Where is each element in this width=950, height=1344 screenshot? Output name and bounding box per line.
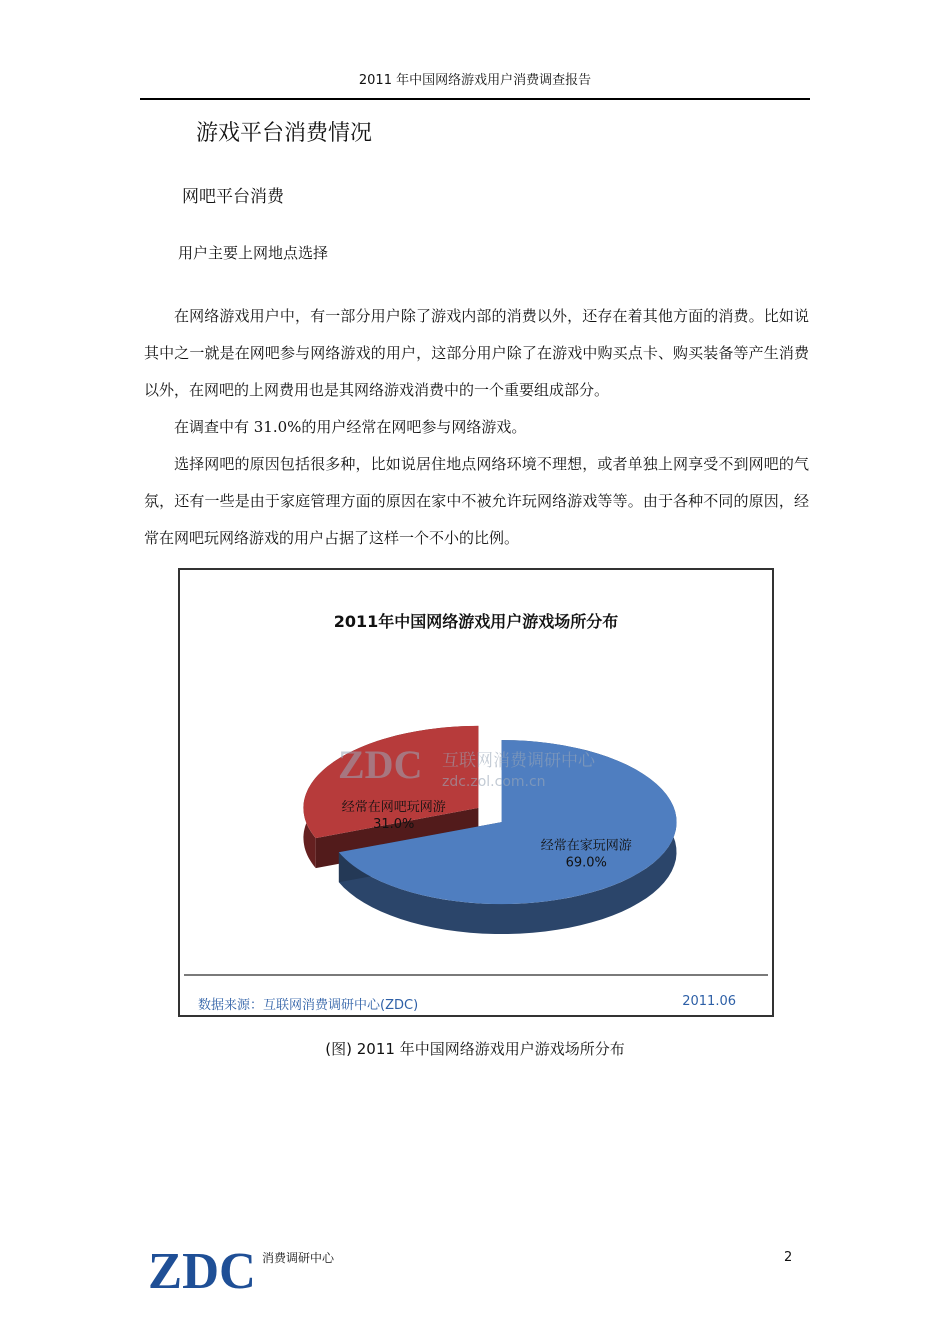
paragraph-2: 在调查中有 31.0%的用户经常在网吧参与网络游戏。 <box>174 418 527 436</box>
slice-label-1: 经常在网吧玩网游 <box>341 799 446 815</box>
watermark-brand: ZDC <box>338 742 423 787</box>
logo-text: ZDC <box>148 1244 256 1292</box>
chart-date: 2011.06 <box>682 994 736 1009</box>
zdc-logo <box>148 1244 258 1292</box>
watermark-url: zdc.zol.com.cn <box>442 774 546 790</box>
slice-label-0: 经常在家玩网游 <box>540 838 632 854</box>
subsection-heading: 网吧平台消费 <box>182 187 284 207</box>
report-title: 2011 年中国网络游戏用户消费调查报告 <box>358 73 592 88</box>
slice-value-1: 31.0% <box>373 816 415 832</box>
chart-footer <box>184 974 768 1016</box>
paragraph-3: 选择网吧的原因包括很多种，比如说居住地点网络环境不理想，或者单独上网享受不到网吧的气氛，还有一些是由于家庭管理方面的原因在家中不被允许玩网络游戏等等。由于各种不同的原因，经常在网吧玩网络游戏的用户占据了这样一个不小的比例。 <box>144 455 809 547</box>
pie-chart-figure <box>178 568 774 1017</box>
page-header <box>140 68 810 100</box>
slice-value-0: 69.0% <box>565 855 607 871</box>
pie-chart <box>180 570 772 970</box>
paragraph-1: 在网络游戏用户中，有一部分用户除了游戏内部的消费以外，还存在着其他方面的消费。比如说其中之一就是在网吧参与网络游戏的用户，这部分用户除了在游戏中购买点卡、购买装备等产生消费以外，在网吧的上网费用也是其网络游戏消费中的一个重要组成部分。 <box>144 307 809 399</box>
page-number: 2 <box>784 1250 793 1265</box>
chart-source: 数据来源：互联网消费调研中心(ZDC) <box>198 998 419 1013</box>
watermark-name: 互联网消费调研中心 <box>442 751 595 771</box>
footer-org-name: 消费调研中心 <box>262 1251 335 1265</box>
body-text <box>144 298 809 557</box>
section-heading: 游戏平台消费情况 <box>196 121 373 146</box>
figure-caption: (图) 2011 年中国网络游戏用户游戏场所分布 <box>325 1040 625 1058</box>
topic-heading: 用户主要上网地点选择 <box>178 244 329 262</box>
chart-title: 2011年中国网络游戏用户游戏场所分布 <box>333 612 619 631</box>
